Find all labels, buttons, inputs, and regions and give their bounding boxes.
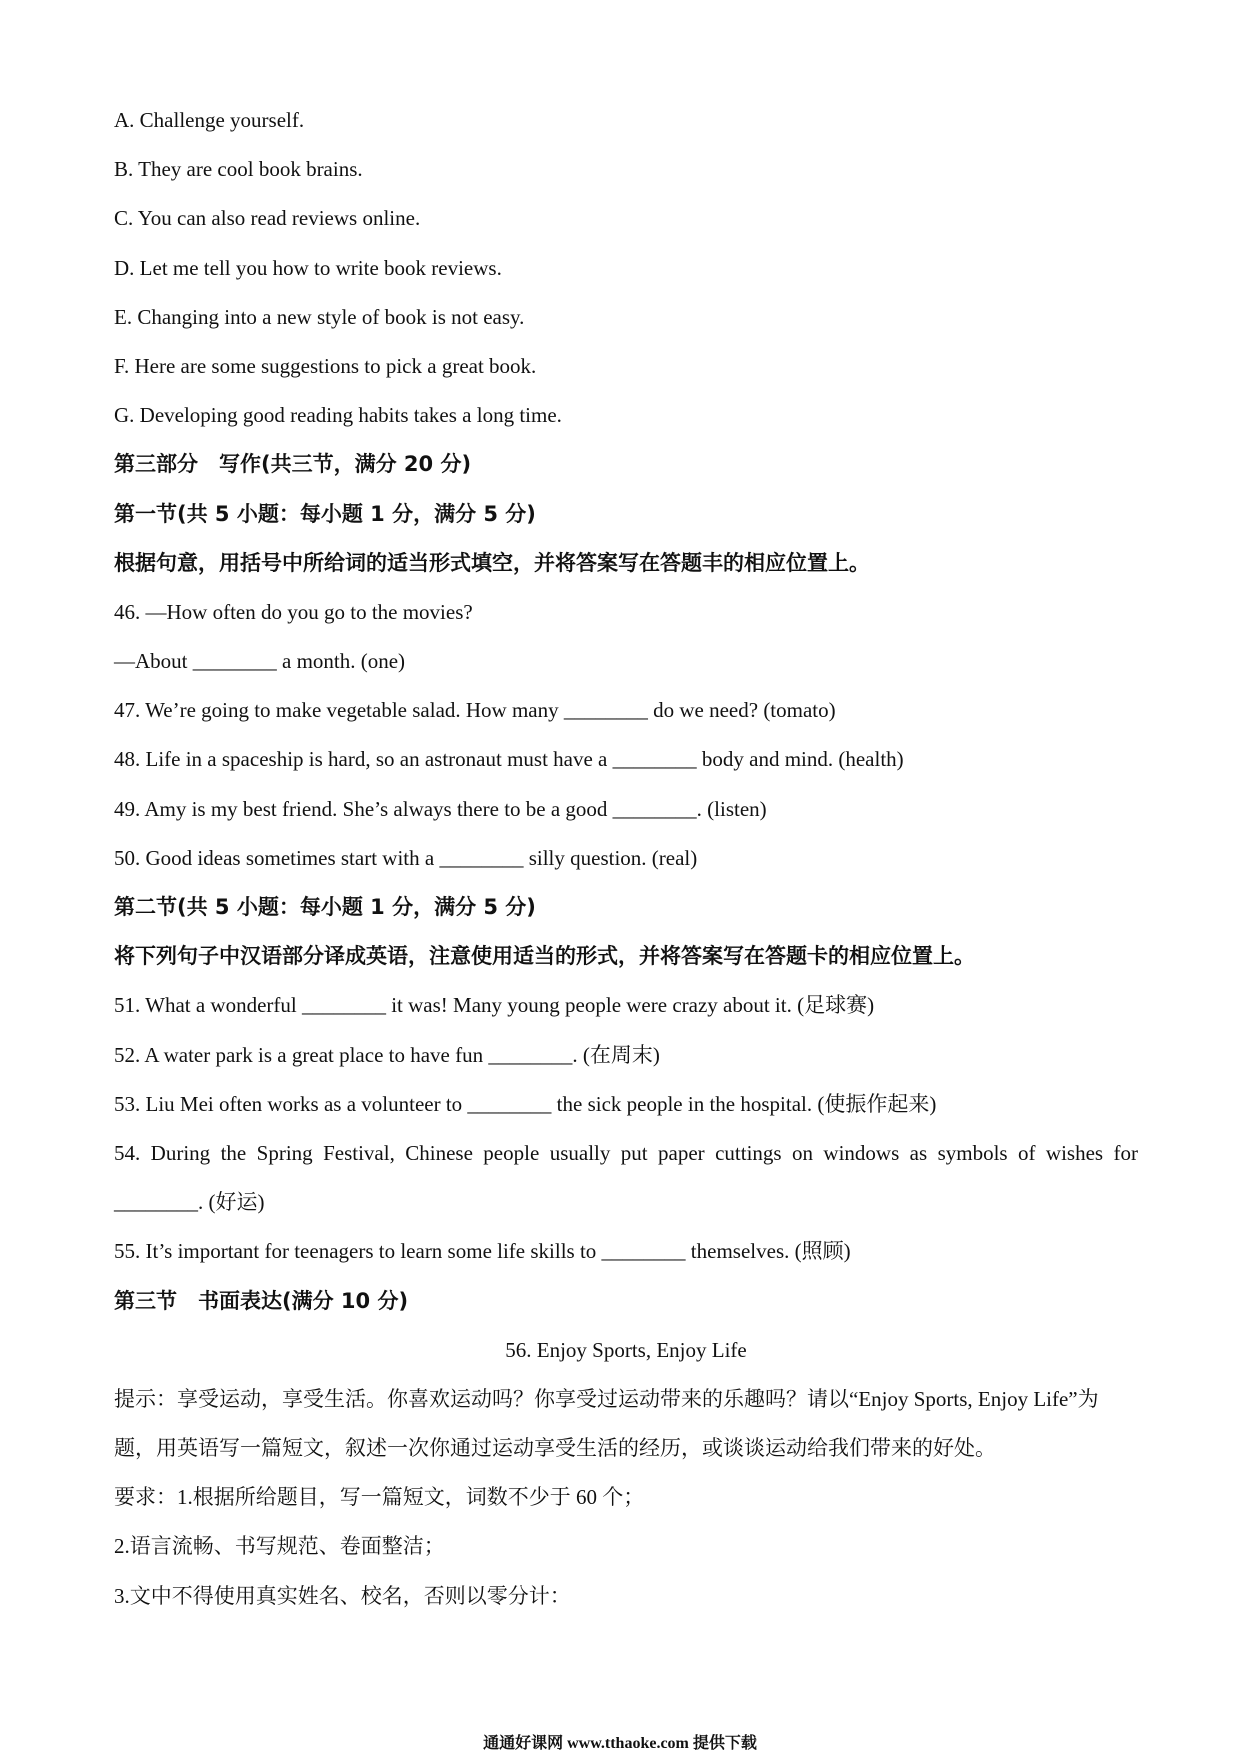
- question-49: 49. Amy is my best friend. She’s always there to be a good ________. (listen): [114, 796, 767, 821]
- option-a: A. Challenge yourself.: [114, 108, 305, 132]
- footer-watermark: 通通好课网 www.tthaoke.com 提供下载: [483, 1735, 757, 1752]
- question-50: 50. Good ideas sometimes start with a ________ silly question. (real): [114, 845, 698, 870]
- option-f: F. Here are some suggestions to pick a great book.: [114, 353, 537, 378]
- section3-heading: 第三节 书面表达(满分 10 分): [114, 1288, 409, 1313]
- essay-requirement-3: 3.文中不得使用真实姓名、校名，否则以零分计：: [114, 1583, 571, 1608]
- document-page: [114, 96, 1138, 1621]
- section2-heading: 第二节(共 5 小题：每小题 1 分，满分 5 分): [114, 895, 536, 919]
- option-g: G. Developing good reading habits takes a long time.: [114, 403, 562, 428]
- essay-title: 56. Enjoy Sports, Enjoy Life: [505, 1337, 747, 1362]
- essay-requirement-1: 要求：1.根据所给题目，写一篇短文，词数不少于 60 个；: [114, 1485, 645, 1510]
- option-d: D. Let me tell you how to write book reviews.: [114, 255, 502, 280]
- option-c: C. You can also read reviews online.: [114, 206, 421, 231]
- option-e: E. Changing into a new style of book is not easy.: [114, 304, 525, 329]
- essay-requirement-2: 2.语言流畅、书写规范、卷面整洁；: [114, 1534, 445, 1559]
- essay-hint-1: 提示：享受运动，享受生活。你喜欢运动吗？你享受过运动带来的乐趣吗？请以“Enjoy Sports, Enjoy Life”为: [114, 1386, 1099, 1411]
- essay-hint-2: 题，用英语写一篇短文，叙述一次你通过运动享受生活的经历，或谈谈运动给我们带来的好处。: [114, 1436, 996, 1461]
- question-53: 53. Liu Mei often works as a volunteer to ________ the sick people in the hospital. (使振作起来): [114, 1091, 937, 1116]
- question-54b: ________. (好运): [114, 1190, 265, 1215]
- option-b: B. They are cool book brains.: [114, 157, 363, 182]
- section1-instruction: 根据句意，用括号中所给词的适当形式填空，并将答案写在答题丰的相应位置上。: [114, 550, 870, 575]
- question-55: 55. It’s important for teenagers to learn some life skills to ________ themselves. (照顾): [114, 1239, 851, 1264]
- section2-instruction: 将下列句子中汉语部分译成英语，注意使用适当的形式，并将答案写在答题卡的相应位置上。: [114, 944, 975, 969]
- question-47: 47. We’re going to make vegetable salad. How many ________ do we need? (tomato): [114, 698, 836, 723]
- question-54a: 54. During the Spring Festival, Chinese people usually put paper cuttings on windows as symbols of wishes for: [114, 1140, 1138, 1165]
- question-52: 52. A water park is a great place to have fun ________. (在周末): [114, 1042, 660, 1067]
- question-46b: —About ________ a month. (one): [114, 649, 406, 674]
- section1-heading: 第一节(共 5 小题：每小题 1 分，满分 5 分): [114, 501, 536, 526]
- question-46a: 46. —How often do you go to the movies?: [114, 599, 473, 624]
- part3-heading: 第三部分 写作(共三节，满分 20 分): [114, 452, 472, 477]
- question-48: 48. Life in a spaceship is hard, so an astronaut must have a ________ body and mind. (health): [114, 747, 904, 772]
- question-51: 51. What a wonderful ________ it was! Many young people were crazy about it. (足球赛): [114, 993, 875, 1018]
